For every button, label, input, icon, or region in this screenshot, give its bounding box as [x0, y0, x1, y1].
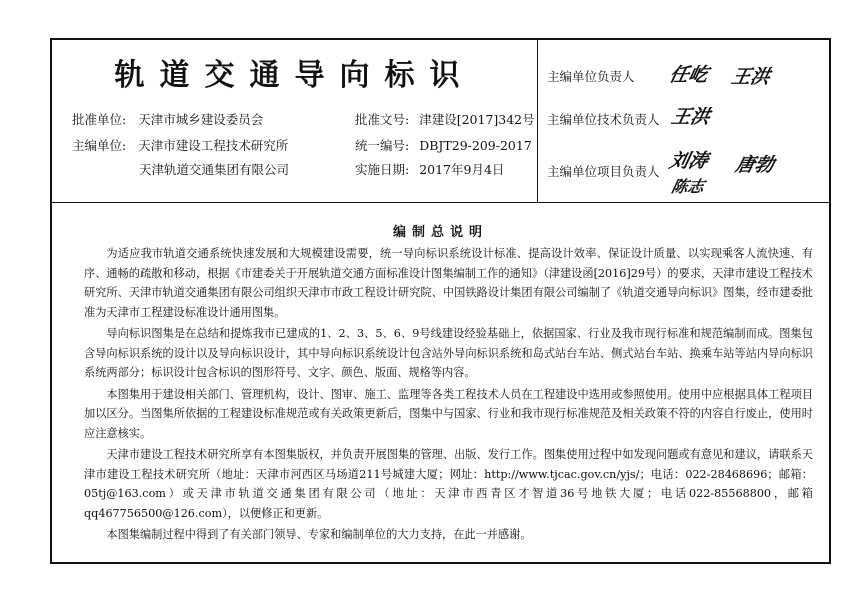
project-head-signature-2: 唐勃: [733, 154, 777, 176]
project-head-signature-1: 刘涛: [667, 150, 711, 172]
editor-unit-row-2: [139, 160, 289, 180]
document-title: 轨道交通导向标识: [114, 58, 475, 93]
approve-unit-label: 批准单位:: [72, 112, 127, 127]
notes-body: [84, 244, 813, 545]
approve-unit-value: 天津市城乡建设委员会: [138, 112, 264, 127]
editor-unit-row: [72, 136, 288, 156]
cover-sheet: [50, 38, 831, 564]
doc-no-label: 批准文号:: [355, 112, 410, 127]
editor-unit-value-1: 天津市建设工程技术研究所: [138, 138, 289, 153]
project-head-label: 主编单位项目负责人: [547, 164, 660, 179]
uniform-no-value: DBJT29-209-2017: [419, 138, 532, 153]
effective-date-row: [355, 160, 504, 180]
project-head-signature-3: 陈志: [669, 177, 706, 196]
tech-head-label: 主编单位技术负责人: [547, 112, 660, 127]
signature-divider: [537, 40, 538, 202]
effective-date-value: 2017年9月4日: [419, 162, 505, 177]
unit-head-label: 主编单位负责人: [547, 69, 635, 84]
notes-paragraph: 导向标识图集是在总结和提炼我市已建成的1、2、3、5、6、9号线建设经验基础上，依据国家、行业及我市现行标准和规范编制而成。图集包含导向标识系统的设计以及导向标识设计，其中导向标识系统设计包含站外导向标识系统和岛式站台车站、侧式站台车站、换乘车站等站内导向标识系统两部分；标识设计包含标识的图形符号、文字、颜色、版面、规格等内容。: [84, 327, 813, 379]
notes-paragraph: 为适应我市轨道交通系统快速发展和大规模建设需要，统一导向标识系统设计标准、提高设计效率、保证设计质量、以实现乘客人流快速、有序、通畅的疏散和移动，根据《市建委关于开展轨道交通方面标准设计图集编制工作的通知》（津建设函[2016]29号）的要求，天津市建设工程技术研究所、天津市轨道交通集团有限公司组织天津市市政工程设计研究院、中国铁路设计集团有限公司编制了《轨道交通导向标识》图集，经市建委批准为天津市工程建设标准设计通用图集。: [84, 247, 813, 319]
uniform-no-row: [355, 136, 532, 156]
doc-no-value: 津建设[2017]342号: [419, 112, 535, 127]
notes-paragraph: 天津市建设工程技术研究所享有本图集版权，并负责开展图集的管理、出版、发行工作。图集使用过程中如发现问题或有意见和建议，请联系天津市建设工程技术研究所（地址：天津市河西区马场道211号城建大厦；网址：http://www.tjcac.gov.cn/yjs/；电话：022-28468696；邮箱：05tj@163.com）或天津市轨道交通集团有限公司（地址：天津市西青区才智道36号地铁大厦；电话022-85568800，邮箱qq467756500@126.com），以便修正和更新。: [84, 448, 813, 520]
notes-paragraph: 本图集编制过程中得到了有关部门领导、专家和编制单位的大力支持，在此一并感谢。: [106, 528, 532, 541]
notes-paragraph: 本图集用于建设相关部门、管理机构，设计、图审、施工、监理等各类工程技术人员在工程建设中选用或参照使用。使用中应根据具体工程项目加以区分。当图集所依据的工程建设标准规范或有关政策更新后，图集中与国家、行业和我市现行标准规范及相关政策不符的内容自行废止，使用时应注意核实。: [84, 387, 813, 440]
effective-date-label: 实施日期:: [355, 162, 410, 177]
notes-title: 编制总说明: [392, 225, 488, 240]
tech-head-signature: 王洪: [669, 106, 713, 128]
doc-no-row: [355, 110, 535, 130]
unit-head-signature-1: 任屹: [667, 64, 711, 86]
editor-unit-label: 主编单位:: [72, 138, 127, 153]
unit-head-signature-2: 王洪: [729, 66, 773, 88]
editor-unit-value-2: 天津轨道交通集团有限公司: [139, 162, 290, 177]
approve-unit-row: [72, 110, 263, 130]
header-divider: [52, 202, 829, 203]
uniform-no-label: 统一编号:: [355, 138, 410, 153]
